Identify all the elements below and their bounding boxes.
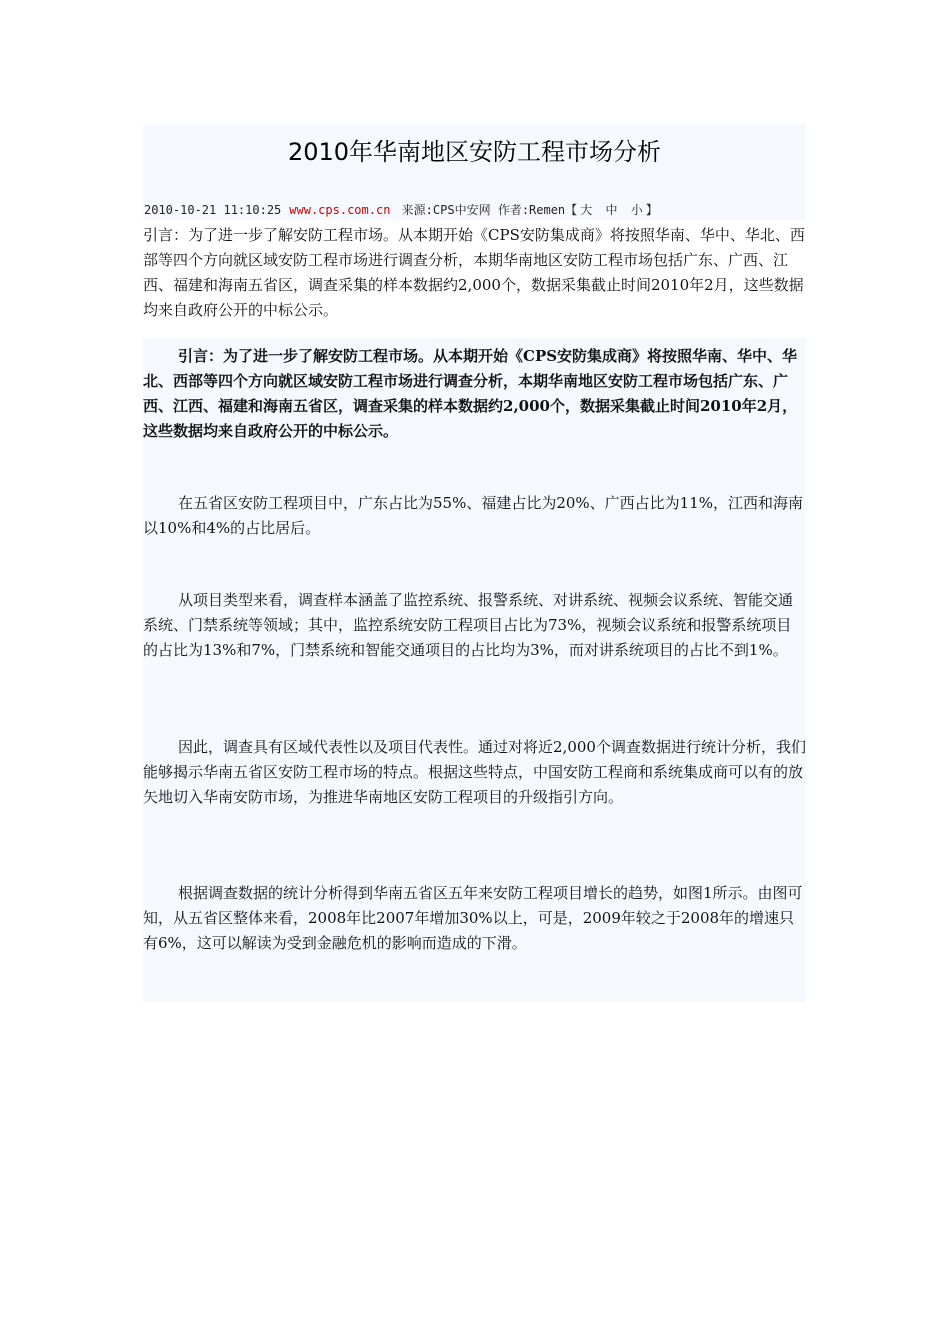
article-body: [143, 338, 806, 1002]
body-paragraph-growth-trend: 根据调查数据的统计分析得到华南五省区五年来安防工程项目增长的趋势，如图1所示。由图可知，从五省区整体来看，2008年比2007年增加30%以上，可是，2009年较之于2008年的增速只有6%，这可以解读为受到金融危机的影响而造成的下滑。: [143, 884, 803, 952]
article-header: [143, 124, 806, 220]
font-size-bracket-close: 】: [645, 203, 658, 217]
font-size-medium-button[interactable]: 中: [605, 203, 618, 217]
body-paragraph-project-types: 从项目类型来看，调查样本涵盖了监控系统、报警系统、对讲系统、视频会议系统、智能交通系统、门禁系统等领域；其中，监控系统安防工程项目占比为73%，视频会议系统和报警系统项目的占比为13%和7%，门禁系统和智能交通项目的占比均为3%，而对讲系统项目的占比不到1%。: [143, 591, 794, 659]
author-label: 作者:Remen: [497, 203, 566, 217]
intro-summary: 引言：为了进一步了解安防工程市场。从本期开始《CPS安防集成商》将按照华南、华中、华北、西部等四个方向就区域安防工程市场进行调查分析，本期华南地区安防工程市场包括广东、广西、江西、福建和海南五省区，调查采集的样本数据约2,000个，数据采集截止时间2010年2月，这些数据均来自政府公开的中标公示。: [143, 226, 805, 319]
source-label: 来源:CPS中安网: [401, 203, 491, 217]
article-title: 2010年华南地区安防工程市场分析: [287, 138, 662, 166]
article-meta: [144, 202, 658, 218]
source-link[interactable]: www.cps.com.cn: [289, 203, 391, 217]
font-size-small-button[interactable]: 小: [630, 203, 643, 217]
body-paragraph-province-share: 在五省区安防工程项目中，广东占比为55%、福建占比为20%、广西占比为11%，江西和海南以10%和4%的占比居后。: [143, 494, 804, 537]
body-paragraph-representativeness: 因此，调查具有区域代表性以及项目代表性。通过对将近2,000个调查数据进行统计分析，我们能够揭示华南五省区安防工程市场的特点。根据这些特点，中国安防工程商和系统集成商可以有的放矢地切入华南安防市场，为推进华南地区安防工程项目的升级指引方向。: [143, 738, 806, 806]
font-size-large-button[interactable]: 大: [580, 203, 593, 217]
publish-datetime: 2010-10-21 11:10:25: [144, 203, 282, 217]
intro-paragraph: 引言：为了进一步了解安防工程市场。从本期开始《CPS安防集成商》将按照华南、华中、华北、西部等四个方向就区域安防工程市场进行调查分析，本期华南地区安防工程市场包括广东、广西、江西、福建和海南五省区，调查采集的样本数据约2,000个，数据采集截止时间2010年2月，这些数据均来自政府公开的中标公示。: [143, 347, 798, 440]
font-size-bracket-open: 【: [565, 203, 578, 217]
